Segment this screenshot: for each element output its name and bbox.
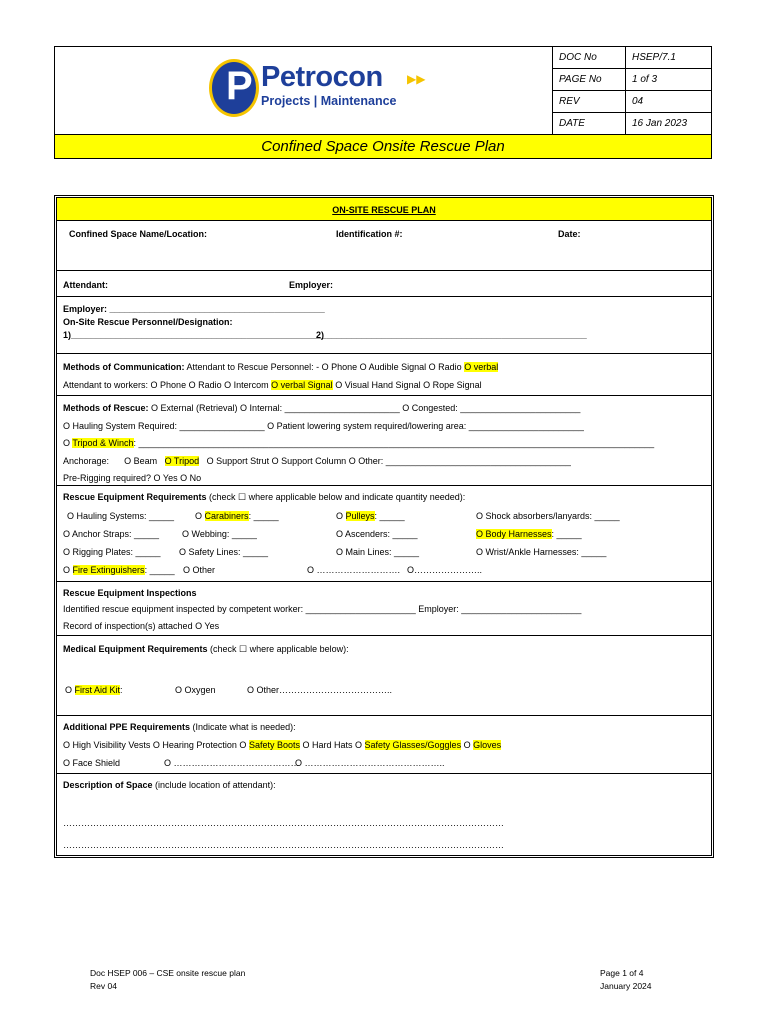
tripod-winch-line: : _______________________________________________________________________________________________________	[133, 438, 655, 448]
company-logo	[203, 53, 438, 125]
safety-lines-item: O Safety Lines: _____	[179, 547, 269, 557]
wrist-ankle-item: O Wrist/Ankle Harnesses: _____	[476, 547, 607, 557]
rescue-methods-label: Methods of Rescue:	[63, 403, 149, 413]
ppe-note: (Indicate what is needed):	[190, 722, 296, 732]
face-shield-item: O Face Shield	[63, 758, 121, 768]
medical-other-item: O Other………………………………..	[247, 685, 393, 695]
inspection-line-1: Identified rescue equipment inspected by competent worker: ______________________ Employer: ________________________	[63, 604, 582, 614]
equipment-section	[57, 486, 711, 582]
verbal-signal-option: O verbal Signal	[271, 380, 333, 390]
rescue-personnel-section	[57, 297, 711, 354]
identification-label: Identification #:	[336, 229, 403, 239]
personnel-line-2: 2) ____________________________________________________	[316, 330, 587, 340]
employer-label: Employer:	[289, 280, 334, 290]
footer-page: Page 1 of 4	[600, 968, 644, 978]
rescue-row-2: O Hauling System Required: _________________ O Patient lowering system required/lowering area: _______________________	[63, 421, 584, 431]
main-lines-item: O Main Lines: _____	[336, 547, 420, 557]
rescue-plan-form	[54, 195, 714, 858]
tripod-winch-checkbox: O	[63, 438, 71, 448]
safety-boots-option: Safety Boots	[248, 740, 300, 750]
medical-heading	[63, 644, 349, 655]
rescue-methods-section	[57, 396, 711, 486]
communication-options: Attendant to Rescue Personnel: - O Phone O Audible Signal O Radio	[186, 362, 462, 372]
doc-no-value: HSEP/7.1	[626, 47, 712, 69]
gloves-option: Gloves	[473, 740, 502, 750]
rev-value: 04	[626, 91, 712, 113]
ppe-blank-1: O ……………………………………	[164, 758, 300, 768]
other-equipment-item: O Other	[183, 565, 216, 575]
inspection-section	[57, 582, 711, 636]
logo-arrows-icon: ▶▶	[407, 72, 426, 86]
doc-no-label: DOC No	[553, 47, 626, 69]
document-title: Confined Space Onsite Rescue Plan	[55, 135, 712, 159]
ppe-label: Additional PPE Requirements	[63, 722, 191, 732]
page-no-label: PAGE No	[553, 69, 626, 91]
description-label: Description of Space	[63, 780, 153, 790]
rescue-row-3	[63, 438, 654, 449]
description-heading	[63, 780, 276, 791]
communication-section	[57, 354, 711, 396]
fire-extinguishers-item: O Fire Extinguishers: _____	[63, 565, 175, 575]
page-no-value: 1 of 3	[626, 69, 712, 91]
anchorage-options: O Support Strut O Support Column O Other: _____________________________________	[206, 456, 571, 466]
description-section	[57, 774, 711, 857]
equipment-label: Rescue Equipment Requirements	[63, 492, 207, 502]
communication-label: Methods of Communication:	[63, 362, 185, 372]
description-line-1: …………………………………………………………………………………………………………………………………	[63, 818, 504, 828]
form-heading-row	[57, 198, 711, 221]
rescue-options-1: O External (Retrieval) O Internal: _______________________ O Congested: ________________________	[151, 403, 581, 413]
date-value: 16 Jan 2023	[626, 113, 712, 135]
hauling-systems-item: O Hauling Systems: _____	[67, 511, 175, 521]
personnel-title: On-Site Rescue Personnel/Designation:	[63, 317, 233, 327]
communication-row-1	[63, 362, 498, 373]
worker-comm-options: Attendant to workers: O Phone O Radio O Intercom	[63, 380, 269, 390]
ppe-heading	[63, 722, 296, 733]
employer-line: Employer: ___________________________________________	[63, 304, 325, 314]
logo-tagline: Projects | Maintenance	[261, 94, 397, 108]
inspection-label: Rescue Equipment Inspections	[63, 588, 197, 598]
space-name-label: Confined Space Name/Location:	[69, 229, 208, 239]
rev-label: REV	[553, 91, 626, 113]
blank-item-2: O…………………..	[407, 565, 483, 575]
shock-absorbers-item: O Shock absorbers/lanyards: _____	[476, 511, 620, 521]
date-field-label: Date:	[558, 229, 581, 239]
anchorage-label: Anchorage:	[63, 456, 110, 466]
anchorage-beam: O Beam	[124, 456, 158, 466]
ascenders-item: O Ascenders: _____	[336, 529, 418, 539]
footer-date: January 2024	[600, 981, 652, 991]
ppe-section	[57, 716, 711, 774]
medical-section	[57, 636, 711, 716]
medical-note: (check ☐ where applicable below):	[207, 644, 349, 654]
attendant-row	[57, 271, 711, 297]
anchor-straps-item: O Anchor Straps: _____	[63, 529, 160, 539]
tripod-winch-option: Tripod & Winch	[72, 438, 134, 448]
attendant-label: Attendant:	[63, 280, 108, 290]
verbal-option: O verbal	[464, 362, 499, 372]
ppe-options-row: O High Visibility Vests O Hearing Protection O Safety Boots O Hard Hats O Safety Glasses/Goggles O Gloves	[63, 740, 502, 750]
personnel-line-1: 1)___________________________________________________	[63, 330, 327, 340]
equipment-note: (check ☐ where applicable below and indicate quantity needed):	[206, 492, 466, 502]
form-heading: ON-SITE RESCUE PLAN	[332, 205, 436, 215]
logo-cell	[55, 47, 553, 135]
description-note: (include location of attendant):	[152, 780, 276, 790]
blank-item-1: O ……………………….	[307, 565, 401, 575]
pre-rigging-row: Pre-Rigging required? O Yes O No	[63, 473, 202, 483]
space-info-row	[57, 221, 711, 271]
ppe-blank-2: O ………………………………………..	[295, 758, 445, 768]
footer-doc: Doc HSEP 006 – CSE onsite rescue plan	[90, 968, 246, 978]
date-label: DATE	[553, 113, 626, 135]
safety-glasses-option: Safety Glasses/Goggles	[364, 740, 462, 750]
first-aid-item: O First Aid Kit:	[65, 685, 123, 695]
webbing-item: O Webbing: _____	[182, 529, 257, 539]
communication-row-2	[63, 380, 482, 391]
anchorage-tripod: O Tripod	[164, 456, 200, 466]
carabiners-item: O Carabiners: _____	[195, 511, 279, 521]
pulleys-item: O Pulleys: _____	[336, 511, 405, 521]
equipment-heading	[63, 492, 465, 503]
rigging-plates-item: O Rigging Plates: _____	[63, 547, 161, 557]
logo-name: Petrocon	[261, 61, 383, 93]
document-header	[54, 46, 712, 159]
rescue-row-1	[63, 403, 580, 414]
anchorage-row	[63, 456, 571, 467]
body-harnesses-item: O Body Harnesses: _____	[476, 529, 582, 539]
medical-label: Medical Equipment Requirements	[63, 644, 208, 654]
oxygen-item: O Oxygen	[175, 685, 216, 695]
worker-comm-options-2: O Visual Hand Signal O Rope Signal	[335, 380, 482, 390]
description-line-2: …………………………………………………………………………………………………………………………………	[63, 840, 504, 850]
logo-emblem-icon: P	[209, 59, 259, 117]
inspection-line-2: Record of inspection(s) attached O Yes	[63, 621, 220, 631]
footer-rev: Rev 04	[90, 981, 117, 991]
